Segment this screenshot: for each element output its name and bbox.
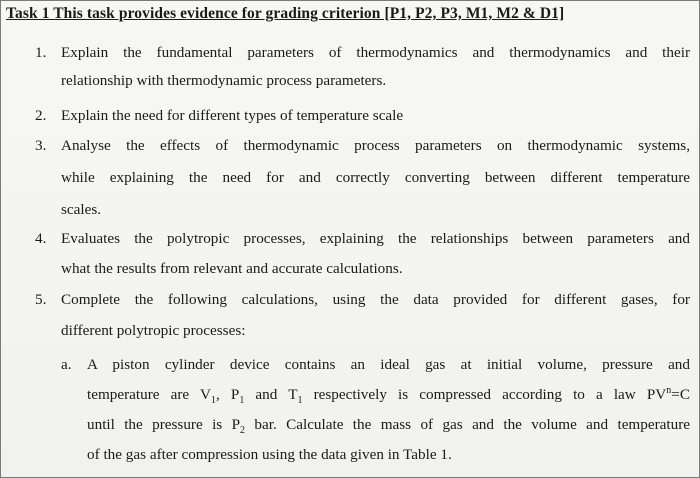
- subscript: 1: [239, 395, 245, 407]
- item-text: [61, 286, 690, 345]
- item-number: 2.: [35, 107, 47, 124]
- subscript: 2: [240, 425, 246, 437]
- subitem-line: A piston cylinder device contains an ideal gas at initial volume, pressure and: [87, 356, 690, 373]
- item-line: Explain the need for different types of temperature scale: [61, 107, 404, 124]
- subitem-text: [87, 350, 690, 470]
- item-number: 4.: [35, 230, 47, 247]
- item-line: Explain the fundamental parameters of thermodynamics and thermodynamics and their: [61, 44, 690, 61]
- text-run: and T: [244, 386, 298, 403]
- subitem-letter: a.: [61, 356, 72, 373]
- task-title: Task 1 This task provides evidence for grading criterion [P1, P2, P3, M1, M2 & D1]: [6, 5, 565, 22]
- item-line: Complete the following calculations, using the data provided for different gases, for: [61, 291, 690, 308]
- item-number: 5.: [35, 291, 47, 308]
- item-number: 1.: [35, 44, 47, 61]
- subitem-line: of the gas after compression using the data given in Table 1.: [87, 446, 452, 463]
- item-line: different polytropic processes:: [61, 322, 246, 339]
- text-run: , P: [215, 386, 240, 403]
- subitem-line: [87, 380, 690, 410]
- subscript: 1: [210, 395, 216, 407]
- item-text: [61, 39, 690, 95]
- text-run: until the pressure is P: [87, 416, 241, 433]
- item-text: [61, 132, 690, 224]
- text-run: temperature are V: [87, 386, 211, 403]
- text-run: bar. Calculate the mass of gas and the volume and temperature: [245, 416, 690, 433]
- item-line: what the results from relevant and accurate calculations.: [61, 260, 403, 277]
- item-line: Analyse the effects of thermodynamic process parameters on thermodynamic systems,: [61, 137, 690, 154]
- item-line: Evaluates the polytropic processes, explaining the relationships between parameters and: [61, 230, 690, 247]
- subscript: 1: [297, 395, 303, 407]
- item-number: 3.: [35, 137, 47, 154]
- item-text: [61, 225, 690, 283]
- subitem-line: [87, 410, 690, 440]
- text-run: respectively is compressed according to a law PV: [302, 386, 667, 403]
- item-line: while explaining the need for and correctly converting between different temperature: [61, 169, 690, 186]
- text-run: =C: [671, 386, 690, 403]
- superscript: n: [666, 384, 672, 396]
- item-text: [61, 102, 690, 130]
- item-line: relationship with thermodynamic process parameters.: [61, 72, 387, 89]
- item-line: scales.: [61, 201, 102, 218]
